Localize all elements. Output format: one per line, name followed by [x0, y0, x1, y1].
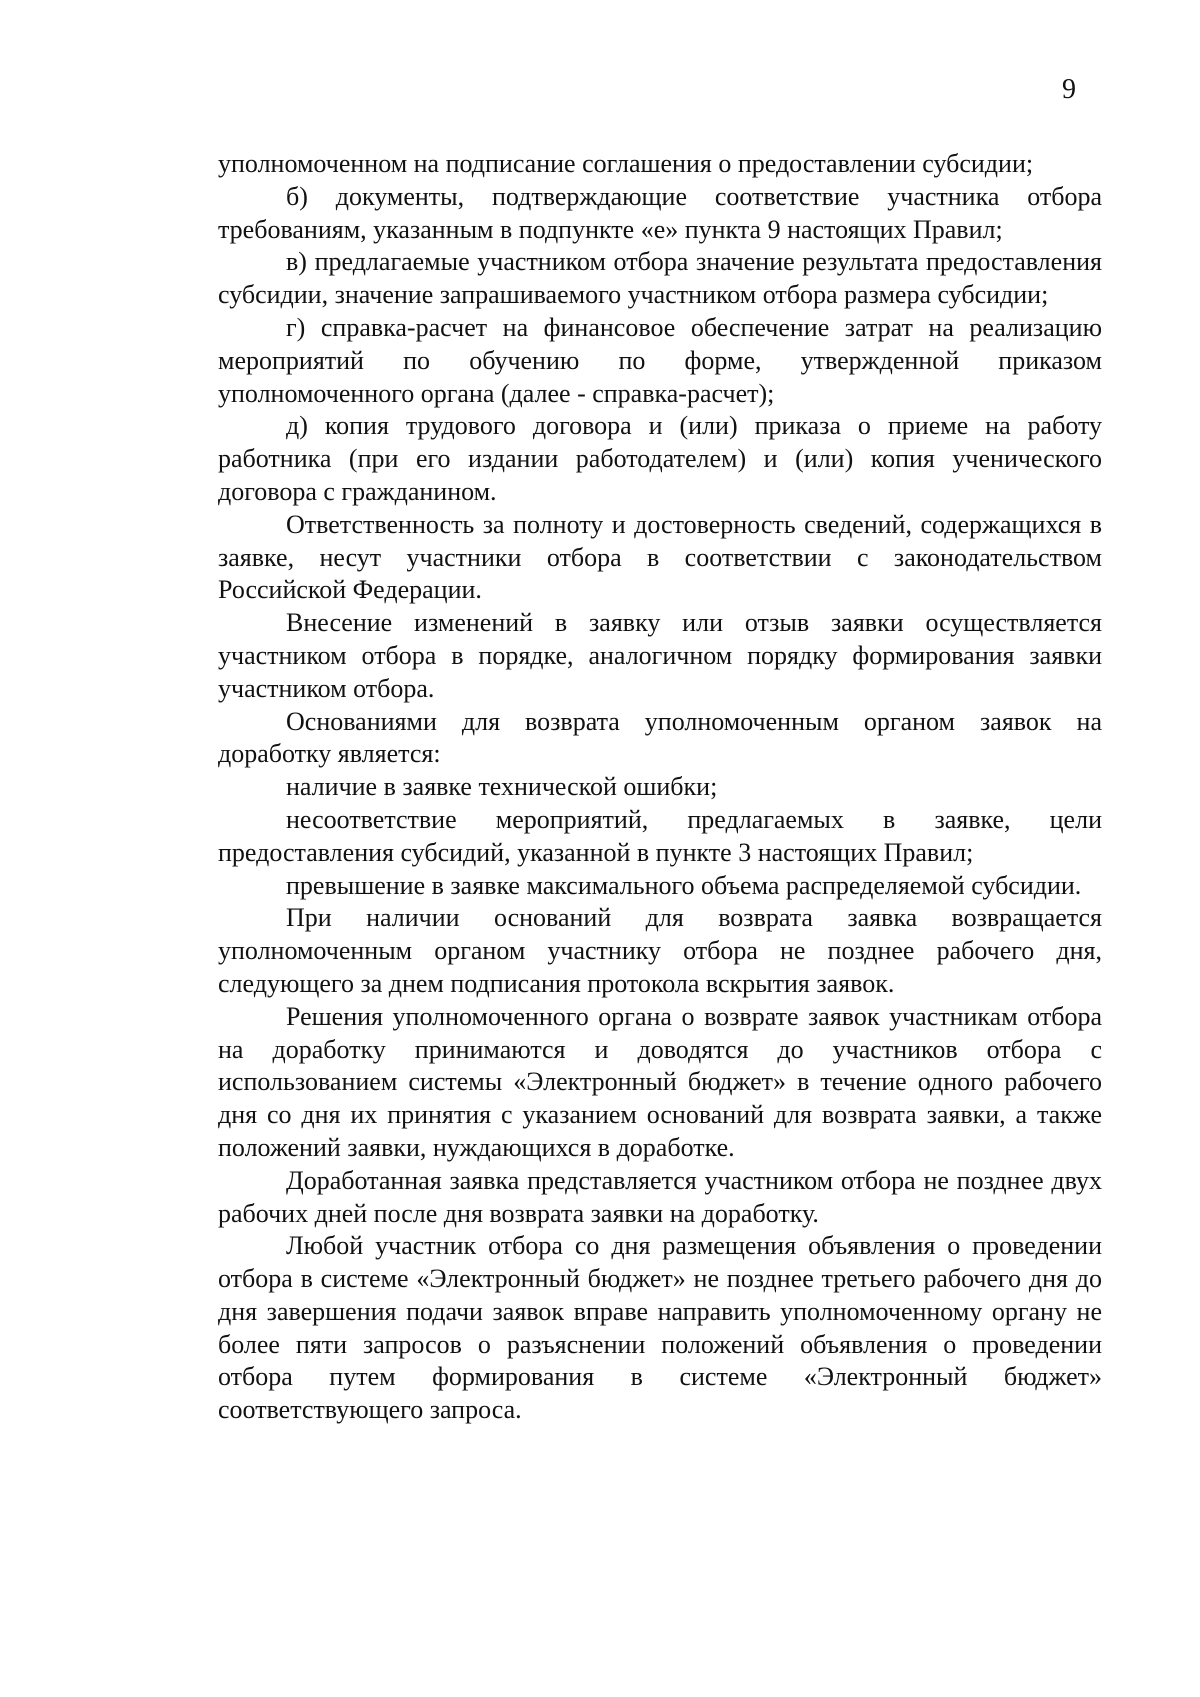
paragraph-8: Основаниями для возврата уполномоченным органом заявок на доработку является:: [218, 706, 1102, 769]
paragraph-4: г) справка-расчет на финансовое обеспечение затрат на реализацию мероприятий по обучению по форме, утвержденной приказом уполномоченного органа (далее - справка-расчет);: [218, 312, 1102, 408]
paragraph-10: несоответствие мероприятий, предлагаемых в заявке, цели предоставления субсидий, указанной в пункте 3 настоящих Правил;: [218, 804, 1102, 867]
paragraph-7: Внесение изменений в заявку или отзыв заявки осуществляется участником отбора в порядке, аналогичном порядку формирования заявки участником отбора.: [218, 608, 1102, 703]
paragraph-14: Доработанная заявка представляется участником отбора не позднее двух рабочих дней после дня возврата заявки на доработку.: [218, 1165, 1102, 1228]
paragraph-2: б) документы, подтверждающие соответствие участника отбора требованиям, указанным в подпункте «е» пункта 9 настоящих Правил;: [218, 181, 1102, 244]
paragraph-6: Ответственность за полноту и достоверность сведений, содержащихся в заявке, несут участники отбора в соответствии с законодательством Российской Федерации.: [218, 509, 1102, 605]
document-body: [218, 148, 1102, 1427]
paragraph-12: При наличии оснований для возврата заявка возвращается уполномоченным органом участнику отбора не позднее рабочего дня, следующего за днем подписания протокола вскрытия заявок.: [218, 903, 1102, 998]
paragraph-9: наличие в заявке технической ошибки;: [286, 772, 718, 802]
paragraph-15: Любой участник отбора со дня размещения объявления о проведении отбора в системе «Электронный бюджет» не позднее третьего рабочего дня до дня завершения подачи заявок вправе направить уполномоченному органу не более пяти запросов о разъяснении положений объявления о проведении отбора путем формирования в системе «Электронный бюджет» соответствующего запроса.: [218, 1231, 1102, 1425]
paragraph-13: Решения уполномоченного органа о возврате заявок участникам отбора на доработку принимаются и доводятся до участников отбора с использованием системы «Электронный бюджет» в течение одного рабочего дня со дня их принятия с указанием оснований для возврата заявки, а также положений заявки, нуждающихся в доработке.: [218, 1001, 1102, 1162]
paragraph-3: в) предлагаемые участником отбора значение результата предоставления субсидии, значение запрашиваемого участником отбора размера субсидии;: [218, 247, 1102, 310]
page-number: 9: [1062, 74, 1076, 105]
paragraph-11: превышение в заявке максимального объема распределяемой субсидии.: [286, 870, 1082, 900]
paragraph-5: д) копия трудового договора и (или) приказа о приеме на работу работника (при его издании работодателем) и (или) копия ученического договора с гражданином.: [218, 411, 1102, 506]
paragraph-1: уполномоченном на подписание соглашения о предоставлении субсидии;: [218, 149, 1034, 178]
